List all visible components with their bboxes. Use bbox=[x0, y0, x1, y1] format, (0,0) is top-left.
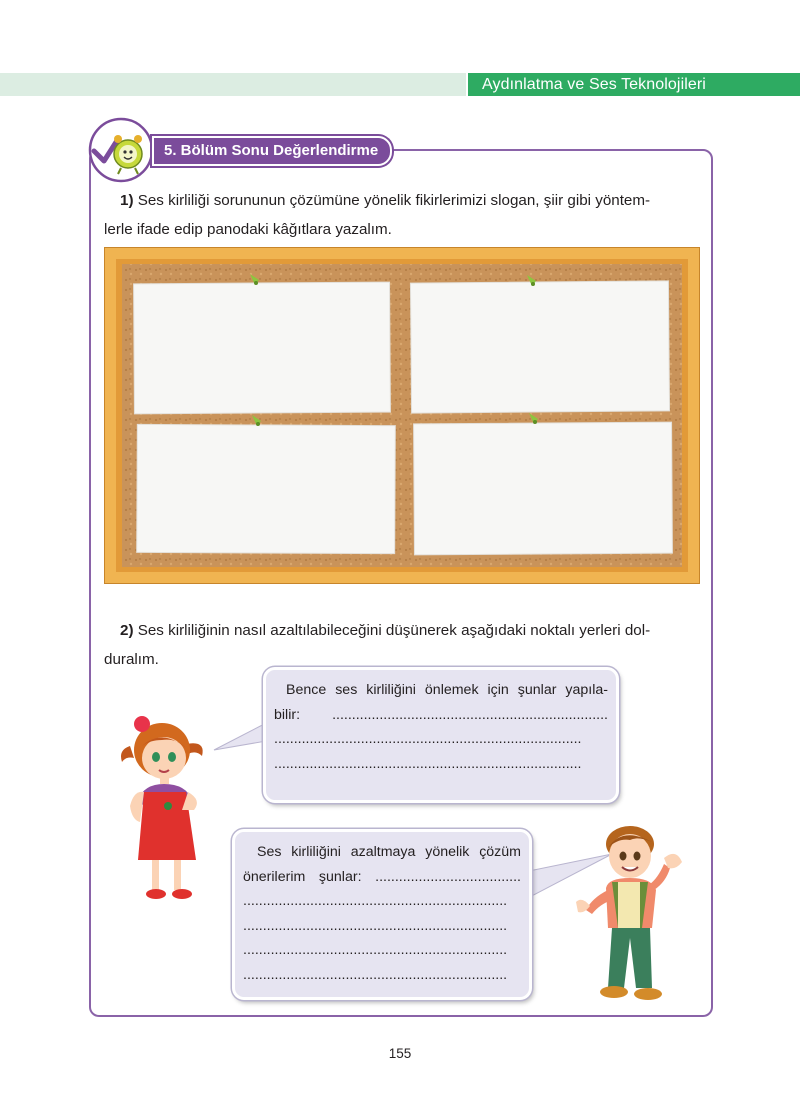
girl-character-illustration bbox=[116, 710, 221, 906]
question-1-line2: lerle ifade edip panodaki kâğıtlara yazalım. bbox=[104, 221, 392, 238]
clock-mascot-icon bbox=[88, 117, 154, 183]
paper-note bbox=[414, 422, 673, 555]
cork-board bbox=[104, 247, 700, 584]
fill-in-line[interactable]: .............................................................................. bbox=[274, 731, 582, 747]
question-2-number: 2) bbox=[120, 622, 134, 639]
fill-in-line[interactable]: bilir: ...................................................................... bbox=[274, 706, 608, 723]
fill-in-line[interactable]: ................................................................... bbox=[243, 917, 508, 934]
speech-bubble-girl bbox=[263, 667, 619, 803]
fill-in-line[interactable]: ................................................................... bbox=[243, 893, 508, 909]
boy-character-illustration bbox=[572, 818, 692, 1008]
chapter-title: Aydınlatma ve Ses Teknolojileri bbox=[468, 73, 800, 96]
bubble-text-line: Bence ses kirliliğini önlemek için şunlar yapıla- bbox=[286, 682, 608, 698]
question-1-number: 1) bbox=[120, 192, 134, 209]
bubble-text-line: Ses kirliliğini azaltmaya yönelik çözüm bbox=[257, 844, 521, 860]
paper-note bbox=[137, 424, 396, 553]
question-2-line1: Ses kirliliğinin nasıl azaltılabileceğini düşünerek aşağıdaki noktalı yerleri dol- bbox=[133, 622, 651, 639]
speech-bubble-boy bbox=[232, 829, 532, 1000]
section-title: 5. Bölüm Sonu Değerlendirme bbox=[152, 136, 392, 166]
header-band-left bbox=[0, 73, 466, 96]
question-1-line1: Ses kirliliği sorununun çözümüne yönelik fikirlerimizi slogan, şiir gibi yöntem- bbox=[133, 192, 651, 209]
paper-note bbox=[410, 281, 669, 413]
fill-in-line[interactable]: ................................................................... bbox=[243, 942, 508, 958]
question-1 bbox=[104, 186, 696, 244]
fill-in-line[interactable]: .............................................................................. bbox=[274, 755, 582, 772]
fill-in-line[interactable]: önerilerim şunlar: ..................................... bbox=[243, 868, 521, 885]
question-2 bbox=[104, 616, 696, 674]
page-number: 155 bbox=[388, 1046, 412, 1061]
fill-in-line[interactable]: ................................................................... bbox=[243, 966, 508, 983]
paper-note bbox=[134, 282, 391, 414]
question-2-line2: duralım. bbox=[104, 651, 159, 668]
